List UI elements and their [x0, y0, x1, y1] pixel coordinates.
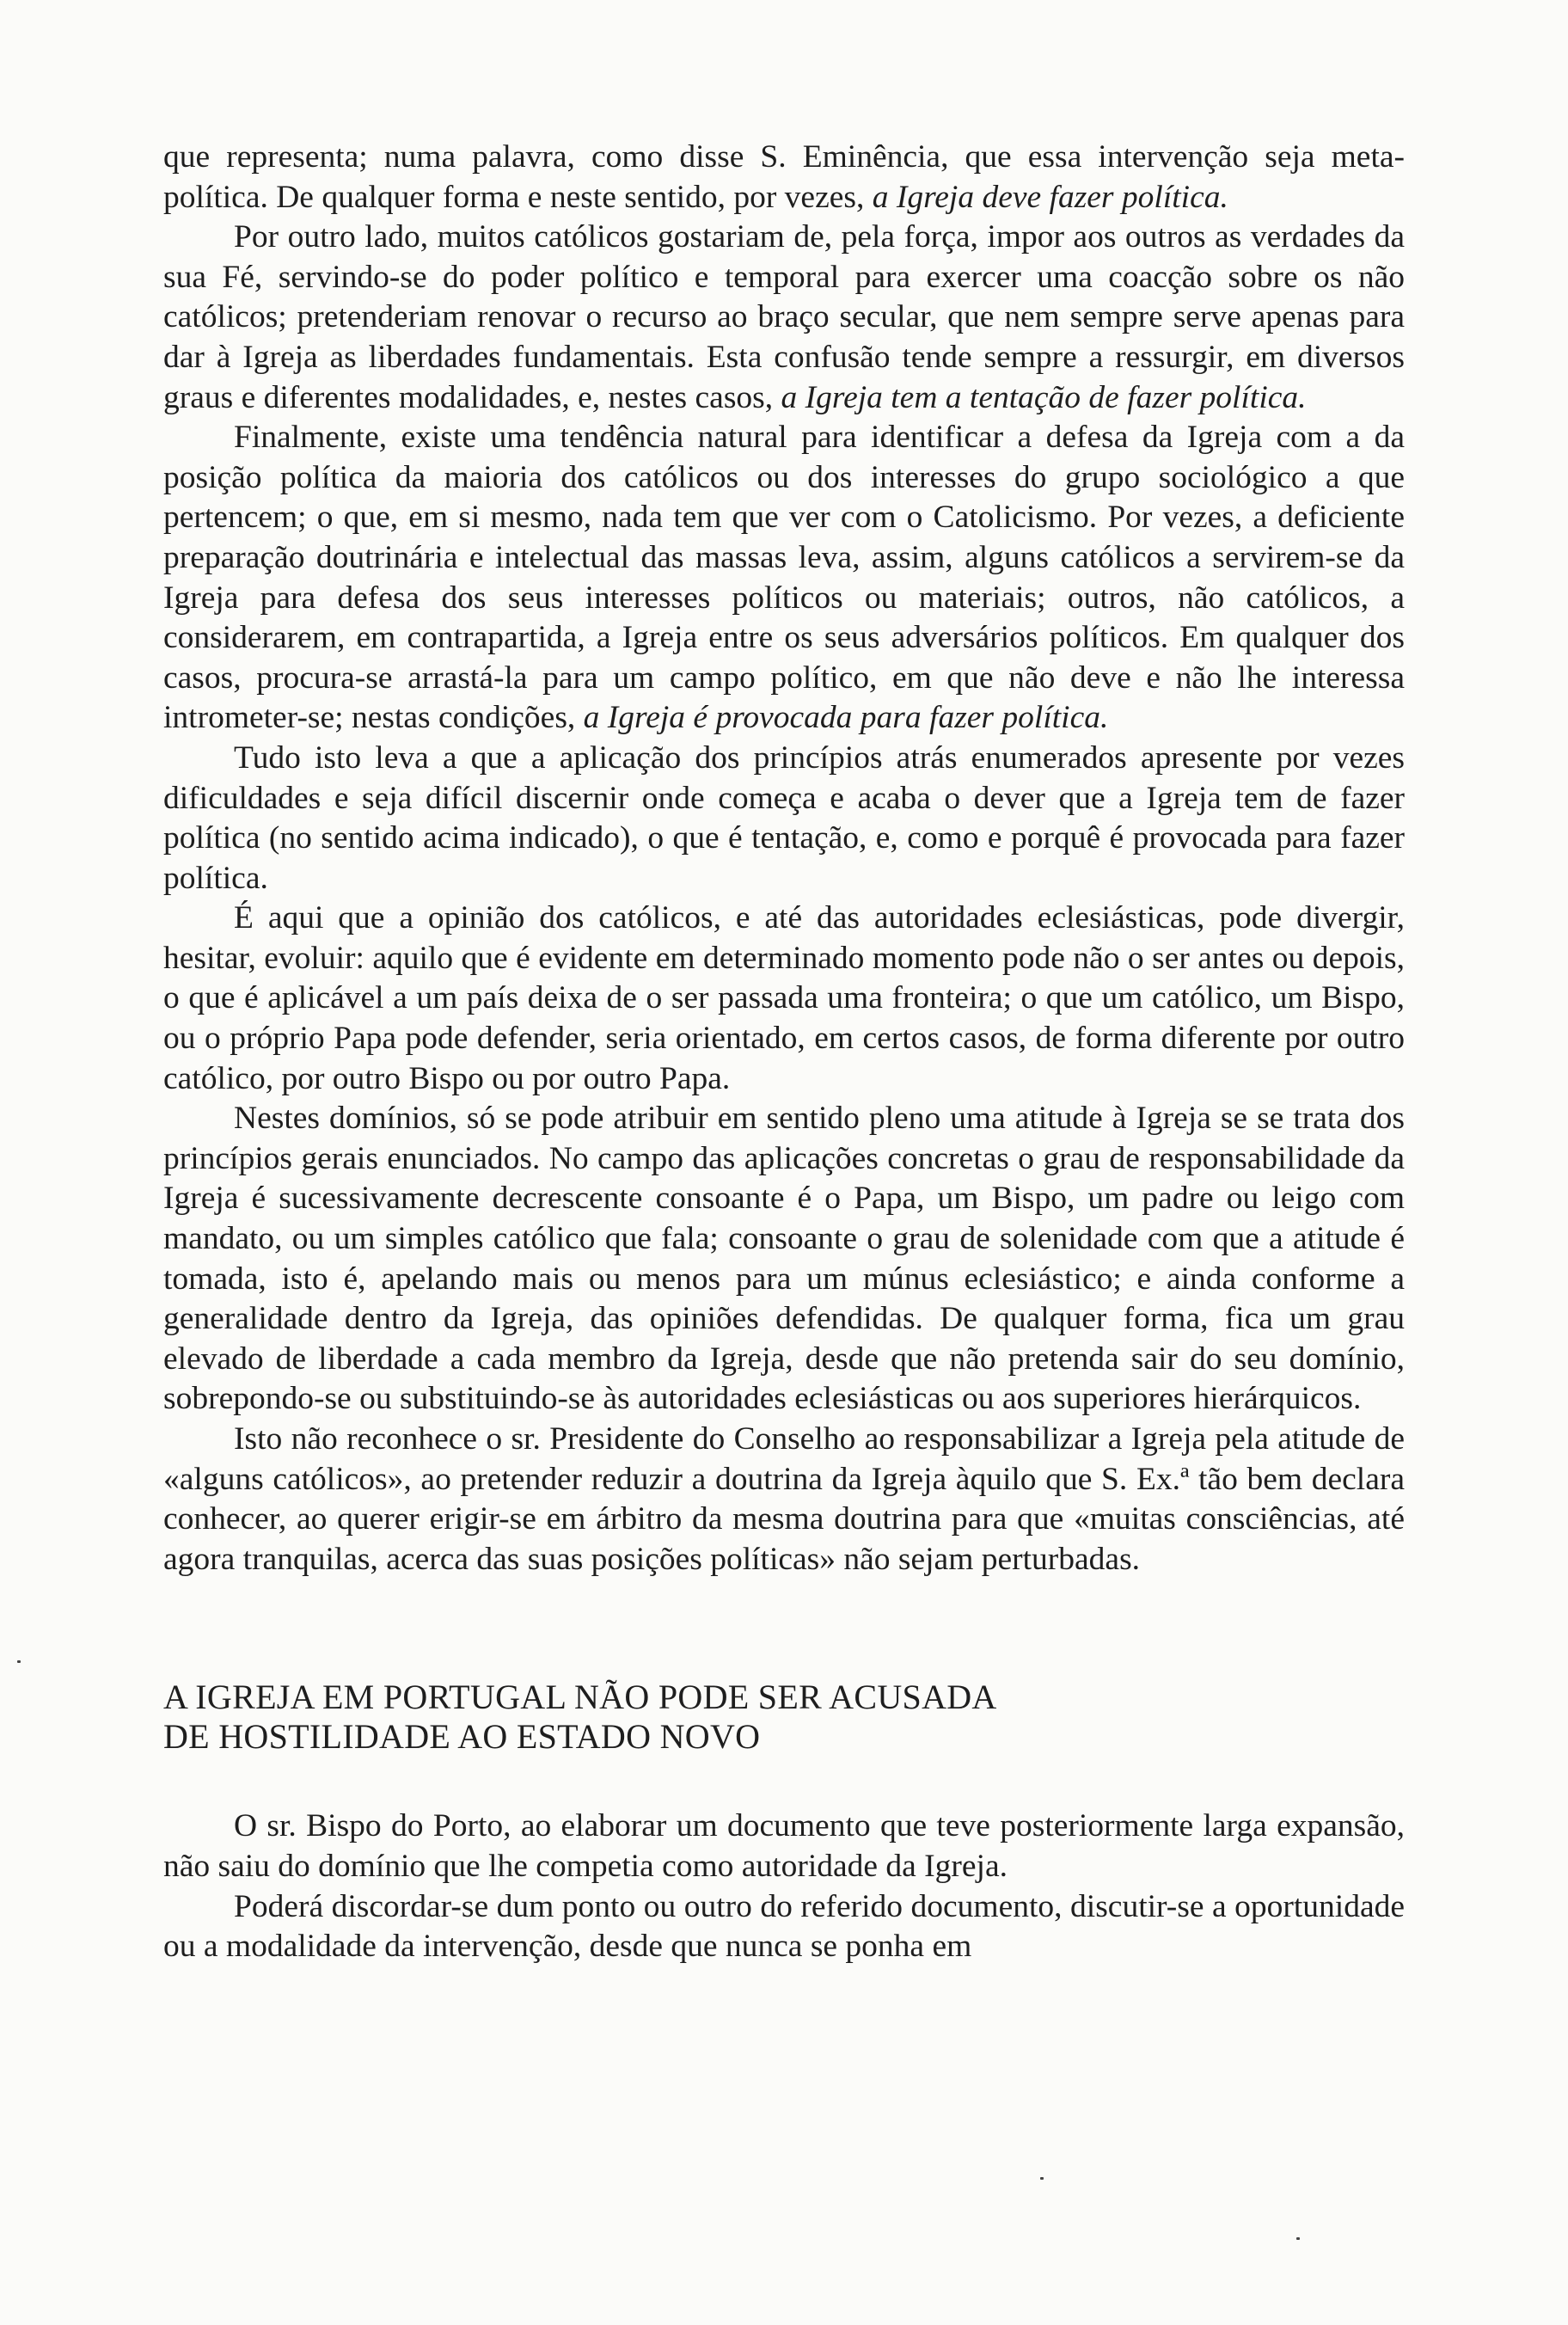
text-run: Isto não reconhece o sr. Presidente do Conselho ao responsabilizar a Igreja pela atitude de «alguns católicos», ao pretender reduzir a doutrina da Igreja àquilo que S. Ex.ª tão bem declara conhecer, ao querer erigir-se em árbitro da mesma doutrina para que «muitas consciências, até agora tranquilas, acerca das suas posições políticas» não sejam perturbadas. [163, 1421, 1405, 1577]
text-run: O sr. Bispo do Porto, ao elaborar um documento que teve posteriormente larga expansão, não saiu do domínio que lhe competia como autoridade da Igreja. [163, 1808, 1405, 1884]
text-run: Nestes domínios, só se pode atribuir em sentido pleno uma atitude à Igreja se se trata dos princípios gerais enunciados. No campo das aplicações concretas o grau de responsabilidade da Igreja é sucessivamente decrescente consoante é o Papa, um Bispo, um padre ou leigo com mandato, ou um simples católico que fala; consoante o grau de solenidade com que a atitude é tomada, isto é, apelando mais ou menos para um múnus eclesiástico; e ainda conforme a generalidade dentro da Igreja, das opiniões defendidas. De qualquer forma, fica um grau elevado de liberdade a cada membro da Igreja, desde que não pretenda sair do seu domínio, sobrepondo-se ou substituindo-se às autoridades eclesiásticas ou aos superiores hierárquicos. [163, 1101, 1405, 1417]
text-run: que representa; numa palavra, como disse S. Eminência, que essa intervenção seja meta-política. De qualquer forma e neste sentido, por vezes, [163, 139, 1405, 215]
paragraph [163, 1887, 1405, 1967]
section-heading-line-2: DE HOSTILIDADE AO ESTADO NOVO [163, 1717, 761, 1757]
document-page [163, 138, 1405, 1967]
paragraph [163, 138, 1405, 218]
paragraph [163, 899, 1405, 1099]
text-run: Poderá discordar-se dum ponto ou outro do referido documento, discutir-se a oportunidade ou a modalidade da intervenção, desde que nunca se ponha em [163, 1888, 1405, 1965]
paragraph [163, 739, 1405, 899]
scan-speck [17, 1660, 21, 1663]
scan-speck [1040, 2177, 1044, 2180]
text-run: Tudo isto leva a que a aplicação dos princípios atrás enumerados apresente por vezes dificuldades e seja difícil discernir onde começa e acaba o dever que a Igreja tem de fazer política (no sentido acima indicado), o que é tentação, e, como e porquê é provocada para fazer política. [163, 739, 1405, 896]
body-text [163, 138, 1405, 1580]
scan-speck [1296, 2237, 1300, 2240]
text-run: Finalmente, existe uma tendência natural para identificar a defesa da Igreja com a da posição política da maioria dos católicos ou dos interesses do grupo sociológico a que pertencem; o que, em si mesmo, nada tem que ver com o Catolicismo. Por vezes, a deficiente preparação doutrinária e intelectual das massas leva, assim, alguns católicos a servirem-se da Igreja para defesa dos seus interesses políticos ou materiais; outros, não católicos, a considerarem, em contrapartida, a Igreja entre os seus adversários políticos. Em qualquer dos casos, procura-se arrastá-la para um campo político, em que não deve e não lhe interessa intrometer-se; nestas condições, [163, 420, 1405, 736]
text-run: É aqui que a opinião dos católicos, e até das autoridades eclesiásticas, pode divergir, hesitar, evoluir: aquilo que é evidente em determinado momento pode não o ser antes ou depois, o que é aplicável a um país deixa de o ser passada uma fronteira; o que um católico, um Bispo, ou o próprio Papa pode defender, seria orientado, em certos casos, de forma diferente por outro católico, por outro Bispo ou por outro Papa. [163, 900, 1405, 1096]
section-heading [163, 1678, 1405, 1757]
paragraph [163, 218, 1405, 418]
italic-phrase: a Igreja deve fazer política. [872, 179, 1228, 215]
section-heading-line-1: A IGREJA EM PORTUGAL NÃO PODE SER ACUSADA [163, 1678, 997, 1717]
paragraph [163, 1099, 1405, 1420]
paragraph [163, 1420, 1405, 1580]
italic-phrase: a Igreja tem a tentação de fazer política. [781, 379, 1307, 415]
paragraph [163, 418, 1405, 739]
text-run: Por outro lado, muitos católicos gostariam de, pela força, impor aos outros as verdades da sua Fé, servindo-se do poder político e temporal para exercer uma coacção sobre os não católicos; pretenderiam renovar o recurso ao braço secular, que nem sempre serve apenas para dar à Igreja as liberdades fundamentais. Esta confusão tende sempre a ressurgir, em diversos graus e diferentes modalidades, e, nestes casos, [163, 219, 1405, 415]
section-body-text [163, 1807, 1405, 1966]
paragraph [163, 1807, 1405, 1886]
italic-phrase: a Igreja é provocada para fazer política. [583, 700, 1109, 736]
